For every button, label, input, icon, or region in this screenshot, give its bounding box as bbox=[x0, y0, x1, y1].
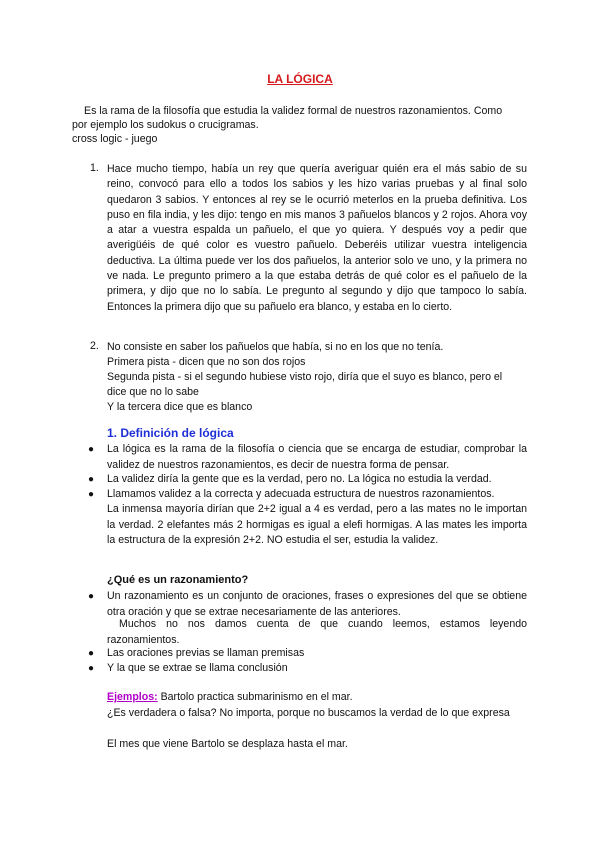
list-number-2: 2. bbox=[90, 340, 99, 352]
definition-bullet-1: La lógica es la rama de la filosofía o ciencia que se encarga de estudiar, comprobar la validez de nuestros razonamientos, es decir de nuestra forma de pensar. bbox=[107, 443, 527, 471]
list-item-2-line-2: Primera pista - dicen que no son dos rojos bbox=[107, 356, 306, 368]
list-item-2-line-3: Segunda pista - si el segundo hubiese visto rojo, diría que el suyo es blanco, pero el bbox=[107, 371, 503, 383]
bullet-icon: ● bbox=[88, 474, 95, 485]
intro-paragraph bbox=[72, 104, 542, 146]
bullet-icon: ● bbox=[88, 648, 95, 659]
reasoning-bullet-1-cont-text: Muchos no nos damos cuenta de que cuando leemos, estamos leyendo razonamientos. bbox=[107, 618, 527, 646]
list-item-1-text: Hace mucho tiempo, había un rey que quería averiguar quién era el más sabio de su reino, convocó para ello a todos los sabios y les hizo varias pruebas y al final solo quedaron 3 sabios. Y entonces al rey se le ocurrió meterlos en la prueba definitiva. Los puso en fila india, y les dijo: tengo en mis manos 3 pañuelos blancos y 2 rojos. Ahora voy a atar a vuestra espalda un pañuelo, el que yo quiera. Y después voy a pedir que averigüéis de qué color es vuestro pañuelo. Deberéis utilizar vuestra inteligencia deductiva. La última puede ver los dos pañuelos, la anterior solo ve uno, y la primera no ve nada. Le pregunto primero a la que estaba detrás de qué color es el pañuelo de la primera, y dijo que no lo sabía. Le pregunto al segundo y dijo que tampoco lo sabía. Entonces la primera dijo que su pañuelo era blanco, y estaba en lo cierto. bbox=[107, 163, 527, 313]
definition-bullet-3: Llamamos validez a la correcta y adecuada estructura de nuestros razonamientos. bbox=[107, 488, 495, 500]
bullet-icon: ● bbox=[88, 489, 95, 500]
examples-line-1 bbox=[107, 690, 527, 705]
list-item-2-line-5: Y la tercera dice que es blanco bbox=[107, 401, 253, 413]
bullet-icon: ● bbox=[88, 444, 95, 455]
reasoning-bullet-2: Las oraciones previas se llaman premisas bbox=[107, 647, 305, 659]
bullet-icon: ● bbox=[88, 663, 95, 674]
examples-label: Ejemplos: bbox=[107, 691, 158, 703]
page-title: LA LÓGICA bbox=[267, 72, 333, 86]
intro-line-2: por ejemplo los sudokus o crucigramas. bbox=[72, 119, 259, 131]
reasoning-bullet-3: Y la que se extrae se llama conclusión bbox=[107, 662, 288, 674]
examples-text-1: Bartolo practica submarinismo en el mar. bbox=[157, 691, 353, 703]
examples-line-2: ¿Es verdadera o falsa? No importa, porque no buscamos la verdad de lo que expresa bbox=[107, 707, 510, 719]
reasoning-bullet-1: Un razonamiento es un conjunto de oraciones, frases o expresiones del que se obtiene otra oración y que se extrae necesariamente de las anteriores. bbox=[107, 590, 527, 618]
bullet-icon: ● bbox=[88, 591, 95, 602]
list-item-2-line-1: No consiste en saber los pañuelos que había, si no en los que no tenía. bbox=[107, 341, 444, 353]
definition-bullet-3-continuation: La inmensa mayoría dirían que 2+2 igual a 4 es verdad, pero a las mates no le importan la verdad. 2 elefantes más 2 hormigas es igual a elefi hormigas. A las mates les importa la estructura de la expresión 2+2. NO estudia el ser, estudia la validez. bbox=[107, 503, 527, 547]
list-item-2-line-4: dice que no lo sabe bbox=[107, 386, 199, 398]
section-heading-definicion: 1. Definición de lógica bbox=[107, 426, 234, 440]
list-number-1: 1. bbox=[90, 162, 99, 174]
definition-bullet-2: La validez diría la gente que es la verdad, pero no. La lógica no estudia la verdad. bbox=[107, 473, 492, 485]
examples-line-3: El mes que viene Bartolo se desplaza hasta el mar. bbox=[107, 738, 348, 750]
reasoning-bullet-1-continuation bbox=[107, 617, 527, 648]
intro-line-3: cross logic - juego bbox=[72, 133, 158, 145]
section-heading-razonamiento: ¿Qué es un razonamiento? bbox=[107, 574, 249, 586]
intro-line-1: Es la rama de la filosofía que estudia la validez formal de nuestros razonamientos. Como bbox=[84, 105, 503, 117]
